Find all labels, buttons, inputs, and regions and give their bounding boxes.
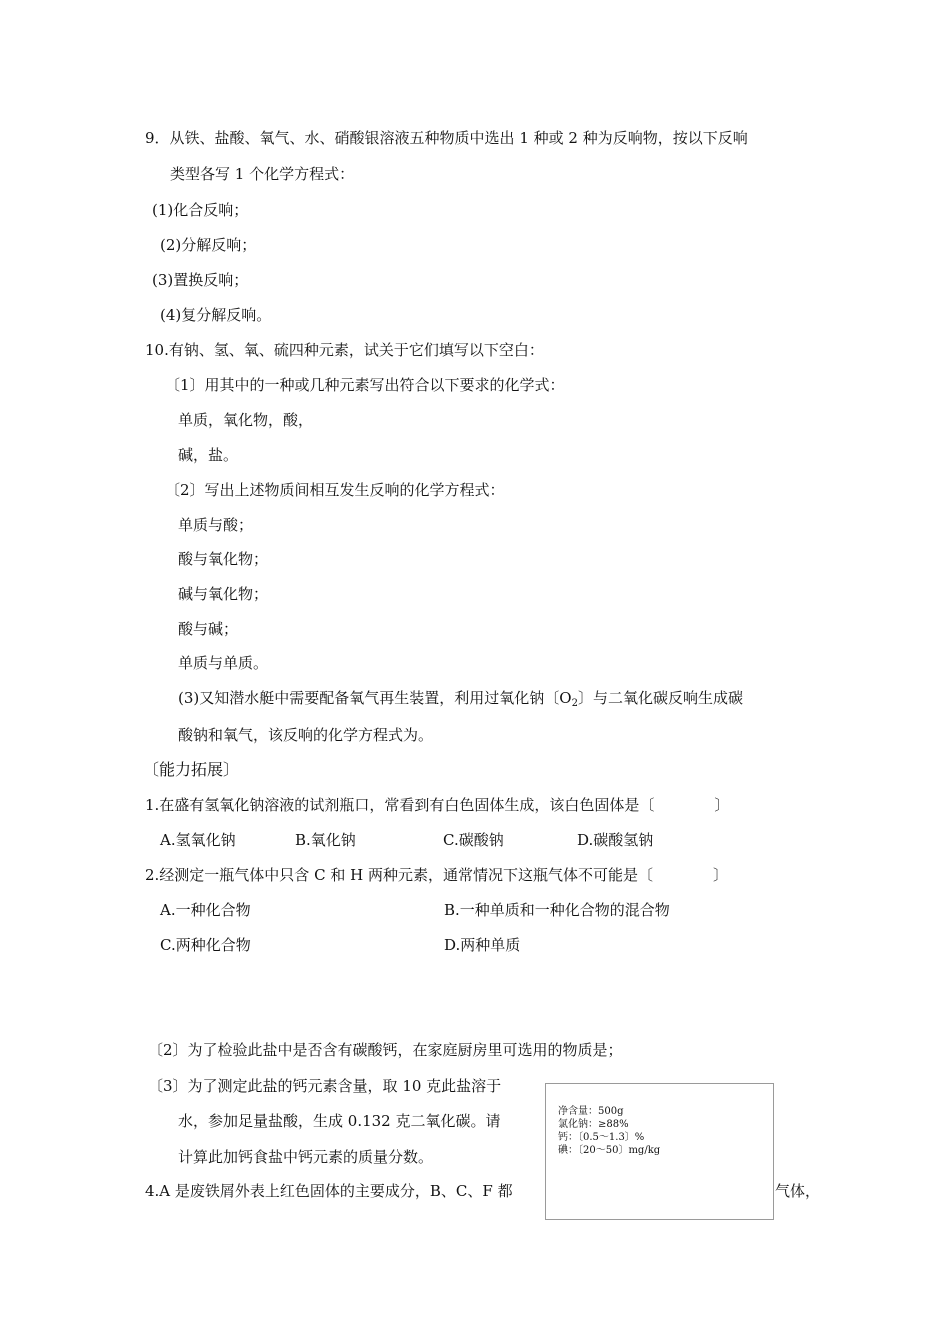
q10-part1-line-a: 单质，氧化物，酸， [178, 411, 314, 429]
salt-label-box [545, 1083, 774, 1220]
salt-label-sodium-chloride: 氯化钠：≥88% [558, 1119, 629, 1130]
q10-part3-text-b: 〕与二氧化碳反响生成碳 [577, 689, 743, 707]
q10-stem: 10.有钠、氢、氧、硫四种元素，试关于它们填写以下空白： [145, 341, 544, 359]
q10-part2-item-1: 单质与酸； [178, 516, 254, 534]
q9-item-4: (4)复分解反响。 [160, 306, 272, 324]
ex2-option-b: B.一种单质和一种化合物的混合物 [444, 901, 670, 919]
q10-part2-item-2: 酸与氧化物； [178, 550, 269, 568]
ex2-option-d: D.两种单质 [444, 936, 521, 954]
ex2-option-a: A.一种化合物 [160, 901, 251, 919]
section-heading: 〔能力拓展〕 [143, 760, 240, 779]
ex2-stem: 2.经测定一瓶气体中只含 C 和 H 两种元素，通常情况下这瓶气体不可能是〔 〕 [145, 866, 728, 884]
ex3-part3-line-2: 水，参加足量盐酸，生成 0.132 克二氧化碳。请 [178, 1112, 501, 1130]
q9-stem-continued: 类型各写 1 个化学方程式： [170, 165, 355, 183]
q9-item-3: (3)置换反响； [152, 271, 249, 289]
salt-label-net-content: 净含量：500g [558, 1106, 624, 1117]
q10-part2-item-5: 单质与单质。 [178, 654, 269, 672]
q10-part3-text-a: (3)又知潜水艇中需要配备氧气再生装置，利用过氧化钠〔O [178, 689, 572, 707]
q9-item-2: (2)分解反响； [160, 236, 257, 254]
salt-label-calcium: 钙：〔0.5～1.3〕% [558, 1132, 645, 1143]
q10-part2-item-3: 碱与氧化物； [178, 585, 269, 603]
q9-item-1: (1)化合反响； [152, 201, 249, 219]
ex1-stem: 1.在盛有氢氧化钠溶液的试剂瓶口，常看到有白色固体生成，该白色固体是〔 〕 [145, 796, 730, 814]
ex3-part3-line-3: 计算此加钙食盐中钙元素的质量分数。 [178, 1148, 434, 1166]
ex3-part2: 〔2〕为了检验此盐中是否含有碳酸钙，在家庭厨房里可选用的物质是； [148, 1041, 623, 1059]
ex2-option-c: C.两种化合物 [160, 936, 251, 954]
q10-part2: 〔2〕写出上述物质间相互发生反响的化学方程式： [165, 481, 505, 499]
q10-part1: 〔1〕用其中的一种或几种元素写出符合以下要求的化学式： [165, 376, 565, 394]
q10-part3 [178, 688, 743, 714]
ex3-part3-line-1: 〔3〕为了测定此盐的钙元素含量，取 10 克此盐溶于 [148, 1077, 502, 1095]
ex1-option-b: B.氧化钠 [295, 831, 356, 849]
q10-part3-continued: 酸钠和氧气，该反响的化学方程式为。 [178, 726, 434, 744]
q10-part2-item-4: 酸与碱； [178, 620, 239, 638]
ex4-stem-left: 4.A 是废铁屑外表上红色固体的主要成分，B、C、F 都 [145, 1182, 513, 1200]
ex1-option-c: C.碳酸钠 [443, 831, 504, 849]
ex1-option-d: D.碳酸氢钠 [577, 831, 654, 849]
salt-label-iodine: 碘：〔20～50〕mg/kg [558, 1145, 661, 1156]
q9-stem: 9．从铁、盐酸、氧气、水、硝酸银溶液五种物质中选出 1 种或 2 种为反响物，按以下反响 [145, 129, 748, 147]
ex4-stem-right: 气体， [775, 1182, 821, 1200]
q10-part3-subscript: 2 [571, 698, 578, 709]
ex1-option-a: A.氢氧化钠 [160, 831, 236, 849]
q10-part1-line-b: 碱，盐。 [178, 446, 239, 464]
